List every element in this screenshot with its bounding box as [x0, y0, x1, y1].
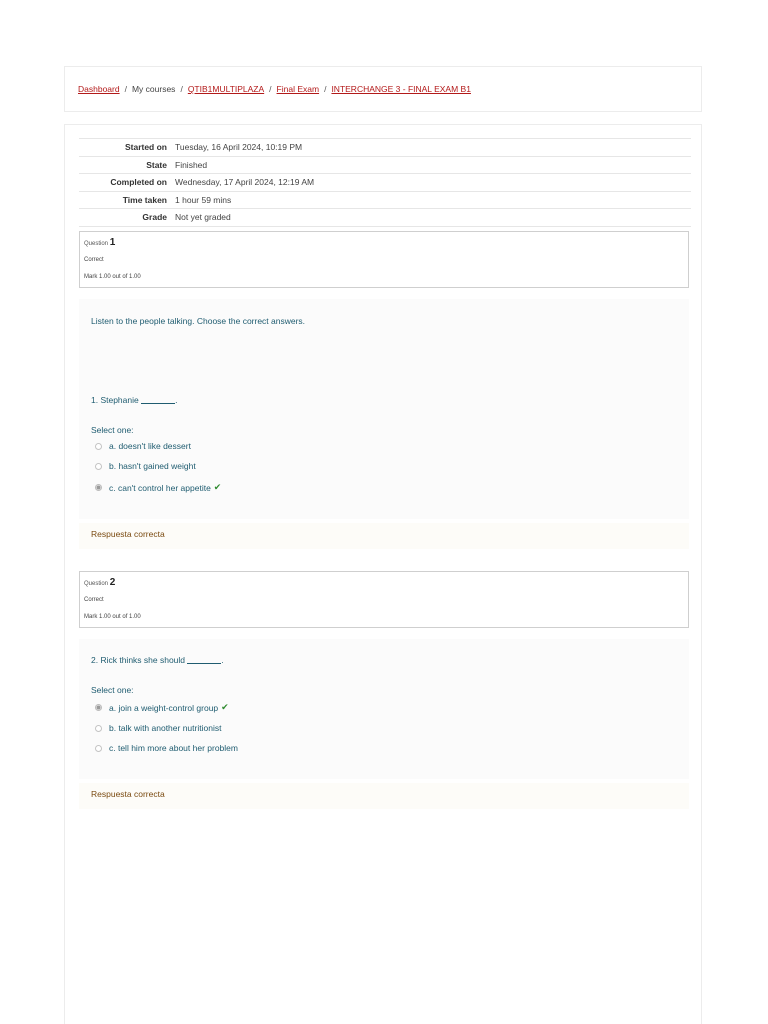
question-grade: Mark 1.00 out of 1.00: [84, 614, 141, 620]
breadcrumb-separator: /: [269, 84, 272, 94]
question-1-info: [79, 231, 689, 288]
answer-option[interactable]: [95, 723, 221, 733]
answer-option[interactable]: [95, 441, 191, 451]
prompt-end: .: [175, 395, 178, 405]
answer-option[interactable]: [95, 743, 238, 753]
question-prompt: [91, 395, 177, 405]
summary-value: 1 hour 59 mins: [175, 194, 232, 205]
radio-button[interactable]: [95, 463, 102, 470]
option-label: a. doesn't like dessert: [109, 441, 191, 451]
breadcrumb-course-link[interactable]: QTIB1MULTIPLAZA: [187, 84, 265, 94]
quiz-review-panel: [64, 124, 702, 1024]
select-one-label: Select one:: [91, 685, 134, 695]
breadcrumb-separator: /: [180, 84, 183, 94]
prompt-text: 2. Rick thinks she should: [91, 655, 186, 665]
breadcrumb-bar: [64, 66, 702, 112]
table-row: [79, 209, 691, 227]
summary-value: Wednesday, 17 April 2024, 12:19 AM: [175, 177, 315, 188]
answer-option[interactable]: [95, 702, 229, 713]
question-1-feedback: [79, 523, 689, 549]
summary-value: Finished: [175, 159, 208, 170]
feedback-text: Respuesta correcta: [91, 789, 165, 799]
table-row: [79, 156, 691, 174]
radio-button[interactable]: [95, 725, 102, 732]
radio-button-selected[interactable]: [95, 484, 102, 491]
answer-blank: [187, 655, 224, 665]
question-instruction: Listen to the people talking. Choose the correct answers.: [91, 316, 306, 326]
question-number: [84, 577, 115, 588]
select-one-label: Select one:: [91, 425, 134, 435]
radio-button[interactable]: [95, 745, 102, 752]
question-state: Correct: [84, 257, 104, 263]
breadcrumb-section-link[interactable]: Final Exam: [276, 84, 320, 94]
feedback-text: Respuesta correcta: [91, 529, 165, 539]
attempt-summary-table: [79, 138, 691, 227]
breadcrumb: [78, 84, 471, 94]
answer-option[interactable]: [95, 482, 221, 493]
question-prompt: [91, 655, 224, 665]
radio-button[interactable]: [95, 443, 102, 450]
option-label: c. can't control her appetite: [109, 482, 211, 493]
option-label: c. tell him more about her problem: [109, 743, 238, 753]
question-2-formulation: [79, 639, 689, 779]
summary-value: Not yet graded: [175, 212, 231, 223]
breadcrumb-quiz-link[interactable]: INTERCHANGE 3 - FINAL EXAM B1: [331, 84, 471, 94]
summary-label: State: [146, 159, 167, 170]
question-grade: Mark 1.00 out of 1.00: [84, 274, 141, 280]
table-row: [79, 174, 691, 192]
question-number: [84, 237, 115, 248]
table-row: [79, 191, 691, 209]
question-1-formulation: [79, 299, 689, 519]
question-label: Question: [84, 241, 109, 247]
option-label: b. hasn't gained weight: [109, 461, 196, 471]
correct-check-icon: ✔: [221, 702, 229, 712]
summary-label: Time taken: [122, 194, 167, 205]
radio-button-selected[interactable]: [95, 704, 102, 711]
breadcrumb-separator: /: [324, 84, 327, 94]
prompt-text: 1. Stephanie: [91, 395, 139, 405]
breadcrumb-my-courses: My courses: [131, 84, 176, 94]
prompt-end: .: [221, 655, 224, 665]
correct-check-icon: ✔: [213, 482, 222, 492]
answer-option[interactable]: [95, 461, 196, 471]
summary-label: Grade: [142, 212, 167, 223]
breadcrumb-separator: /: [124, 84, 127, 94]
question-number-value: 2: [109, 577, 116, 588]
question-2-info: [79, 571, 689, 628]
summary-label: Completed on: [110, 177, 167, 188]
option-label: a. join a weight-control group: [109, 702, 219, 713]
table-row: [79, 139, 691, 157]
option-label: b. talk with another nutritionist: [109, 723, 222, 733]
question-number-value: 1: [109, 237, 116, 248]
question-2-feedback: [79, 783, 689, 809]
summary-label: Started on: [124, 142, 167, 153]
breadcrumb-dashboard-link[interactable]: Dashboard: [78, 84, 120, 94]
question-state: Correct: [84, 597, 104, 603]
question-label: Question: [84, 581, 109, 587]
answer-blank: [141, 395, 178, 405]
summary-value: Tuesday, 16 April 2024, 10:19 PM: [175, 142, 303, 153]
